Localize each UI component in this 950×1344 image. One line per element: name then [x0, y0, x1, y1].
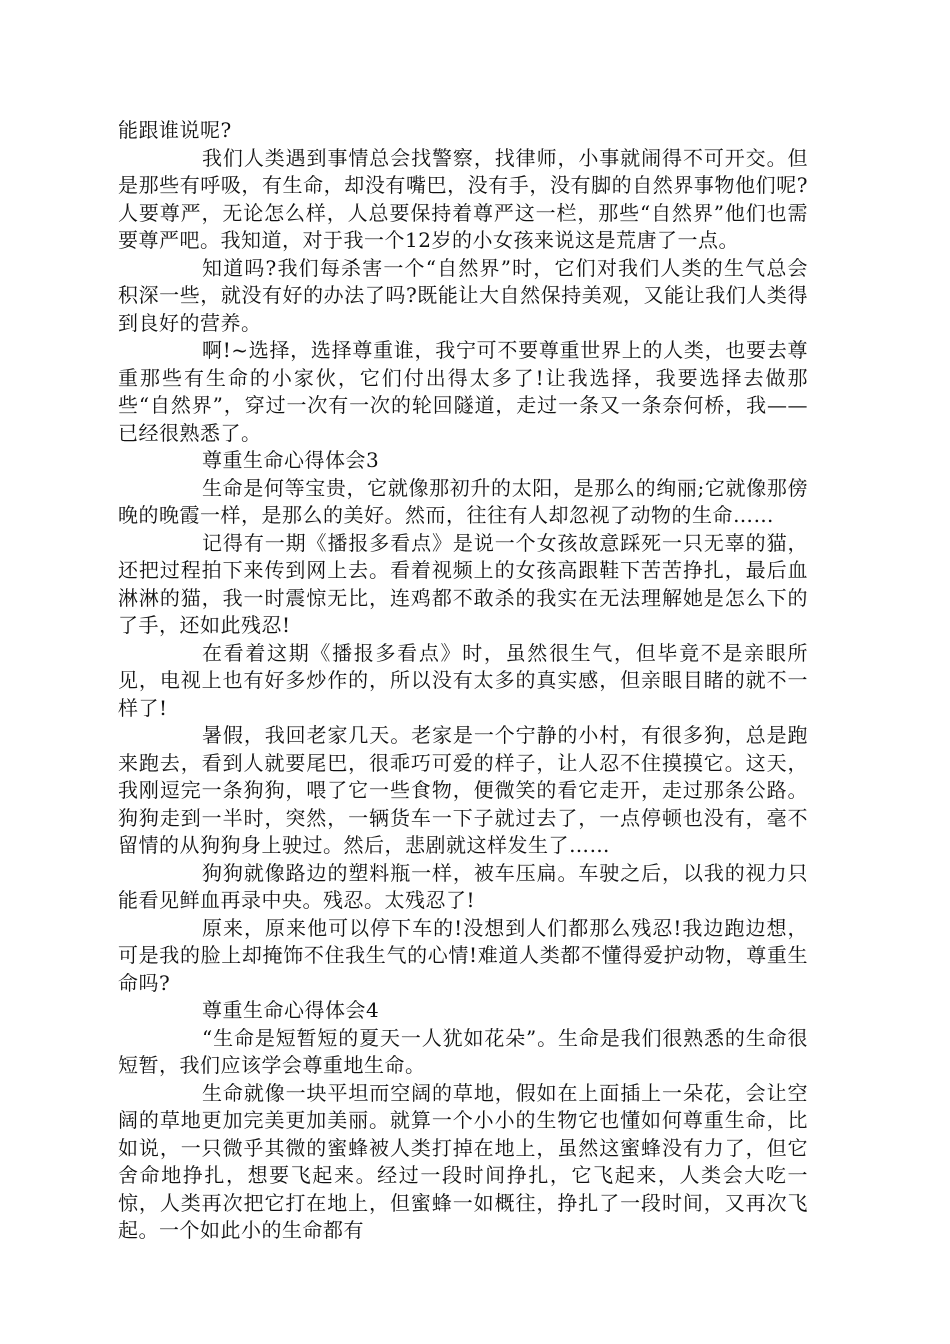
section-heading-3: 尊重生命心得体会3 [202, 448, 380, 472]
paragraph-9: 狗狗就像路边的塑料瓶一样，被车压扁。车驶之后，以我的视力只能看见鲜血再录中央。残忍。太残忍了! [118, 860, 808, 912]
paragraph-2: 知道吗?我们每杀害一个“自然界”时，它们对我们人类的生气总会积深一些，就没有好的办法了吗?既能让大自然保持美观，又能让我们人类得到良好的营养。 [118, 255, 808, 335]
paragraph-8: 暑假，我回老家几天。老家是一个宁静的小村，有很多狗，总是跑来跑去，看到人就要尾巴，很乖巧可爱的样子，让人忍不住摸摸它。这天，我刚逗完一条狗狗，喂了它一些食物，便微笑的看它走开，走过那条公路。狗狗走到一半时，突然，一辆货车一下子就过去了，一点停顿也没有，毫不留情的从狗狗身上驶过。然后，悲剧就这样发生了…… [118, 723, 808, 857]
paragraph-12: “生命是短暂短的夏天一人犹如花朵”。生命是我们很熟悉的生命很短暂，我们应该学会尊重地生命。 [118, 1025, 808, 1077]
paragraph-6: 记得有一期《播报多看点》是说一个女孩故意踩死一只无辜的猫，还把过程拍下来传到网上去。看着视频上的女孩高跟鞋下苦苦挣扎，最后血淋淋的猫，我一时震惊无比，连鸡都不敢杀的我实在无法理解她是怎么下的了手，还如此残忍! [118, 530, 808, 637]
paragraph-0: 能跟谁说呢? [118, 118, 232, 142]
paragraph-13: 生命就像一块平坦而空阔的草地，假如在上面插上一朵花，会让空阔的草地更加完美更加美丽。就算一个小小的生物它也懂如何尊重生命，比如说，一只微乎其微的蜜蜂被人类打掉在地上，虽然这蜜蜂没有力了，但它舍命地挣扎，想要飞起来。经过一段时间挣扎，它飞起来，人类会大吃一惊，人类再次把它打在地上，但蜜蜂一如概往，挣扎了一段时间，又再次飞起。一个如此小的生命都有 [118, 1080, 808, 1242]
paragraph-1: 我们人类遇到事情总会找警察，找律师，小事就闹得不可开交。但是那些有呼吸，有生命，却没有嘴巴，没有手，没有脚的自然界事物他们呢?人要尊严，无论怎么样，人总要保持着尊严这一栏，那些“自然界”他们也需要尊严吧。我知道，对于我一个12岁的小女孩来说这是荒唐了一点。 [118, 145, 808, 252]
document-body [118, 117, 808, 1245]
paragraph-7: 在看着这期《播报多看点》时，虽然很生气，但毕竟不是亲眼所见，电视上也有好多炒作的，所以没有太多的真实感，但亲眼目睹的就不一样了! [118, 640, 808, 720]
paragraph-5: 生命是何等宝贵，它就像那初升的太阳，是那么的绚丽;它就像那傍晚的晚霞一样，是那么的美好。然而，往往有人却忽视了动物的生命…… [118, 475, 808, 527]
paragraph-3: 啊!~选择，选择尊重谁，我宁可不要尊重世界上的人类，也要去尊重那些有生命的小家伙，它们付出得太多了!让我选择，我要选择去做那些“自然界”，穿过一次有一次的轮回隧道，走过一条又一条奈何桥，我——已经很熟悉了。 [118, 338, 808, 445]
section-heading-4: 尊重生命心得体会4 [202, 998, 380, 1022]
paragraph-10: 原来，原来他可以停下车的!没想到人们都那么残忍!我边跑边想，可是我的脸上却掩饰不住我生气的心情!难道人类都不懂得爱护动物，尊重生命吗? [118, 915, 808, 995]
